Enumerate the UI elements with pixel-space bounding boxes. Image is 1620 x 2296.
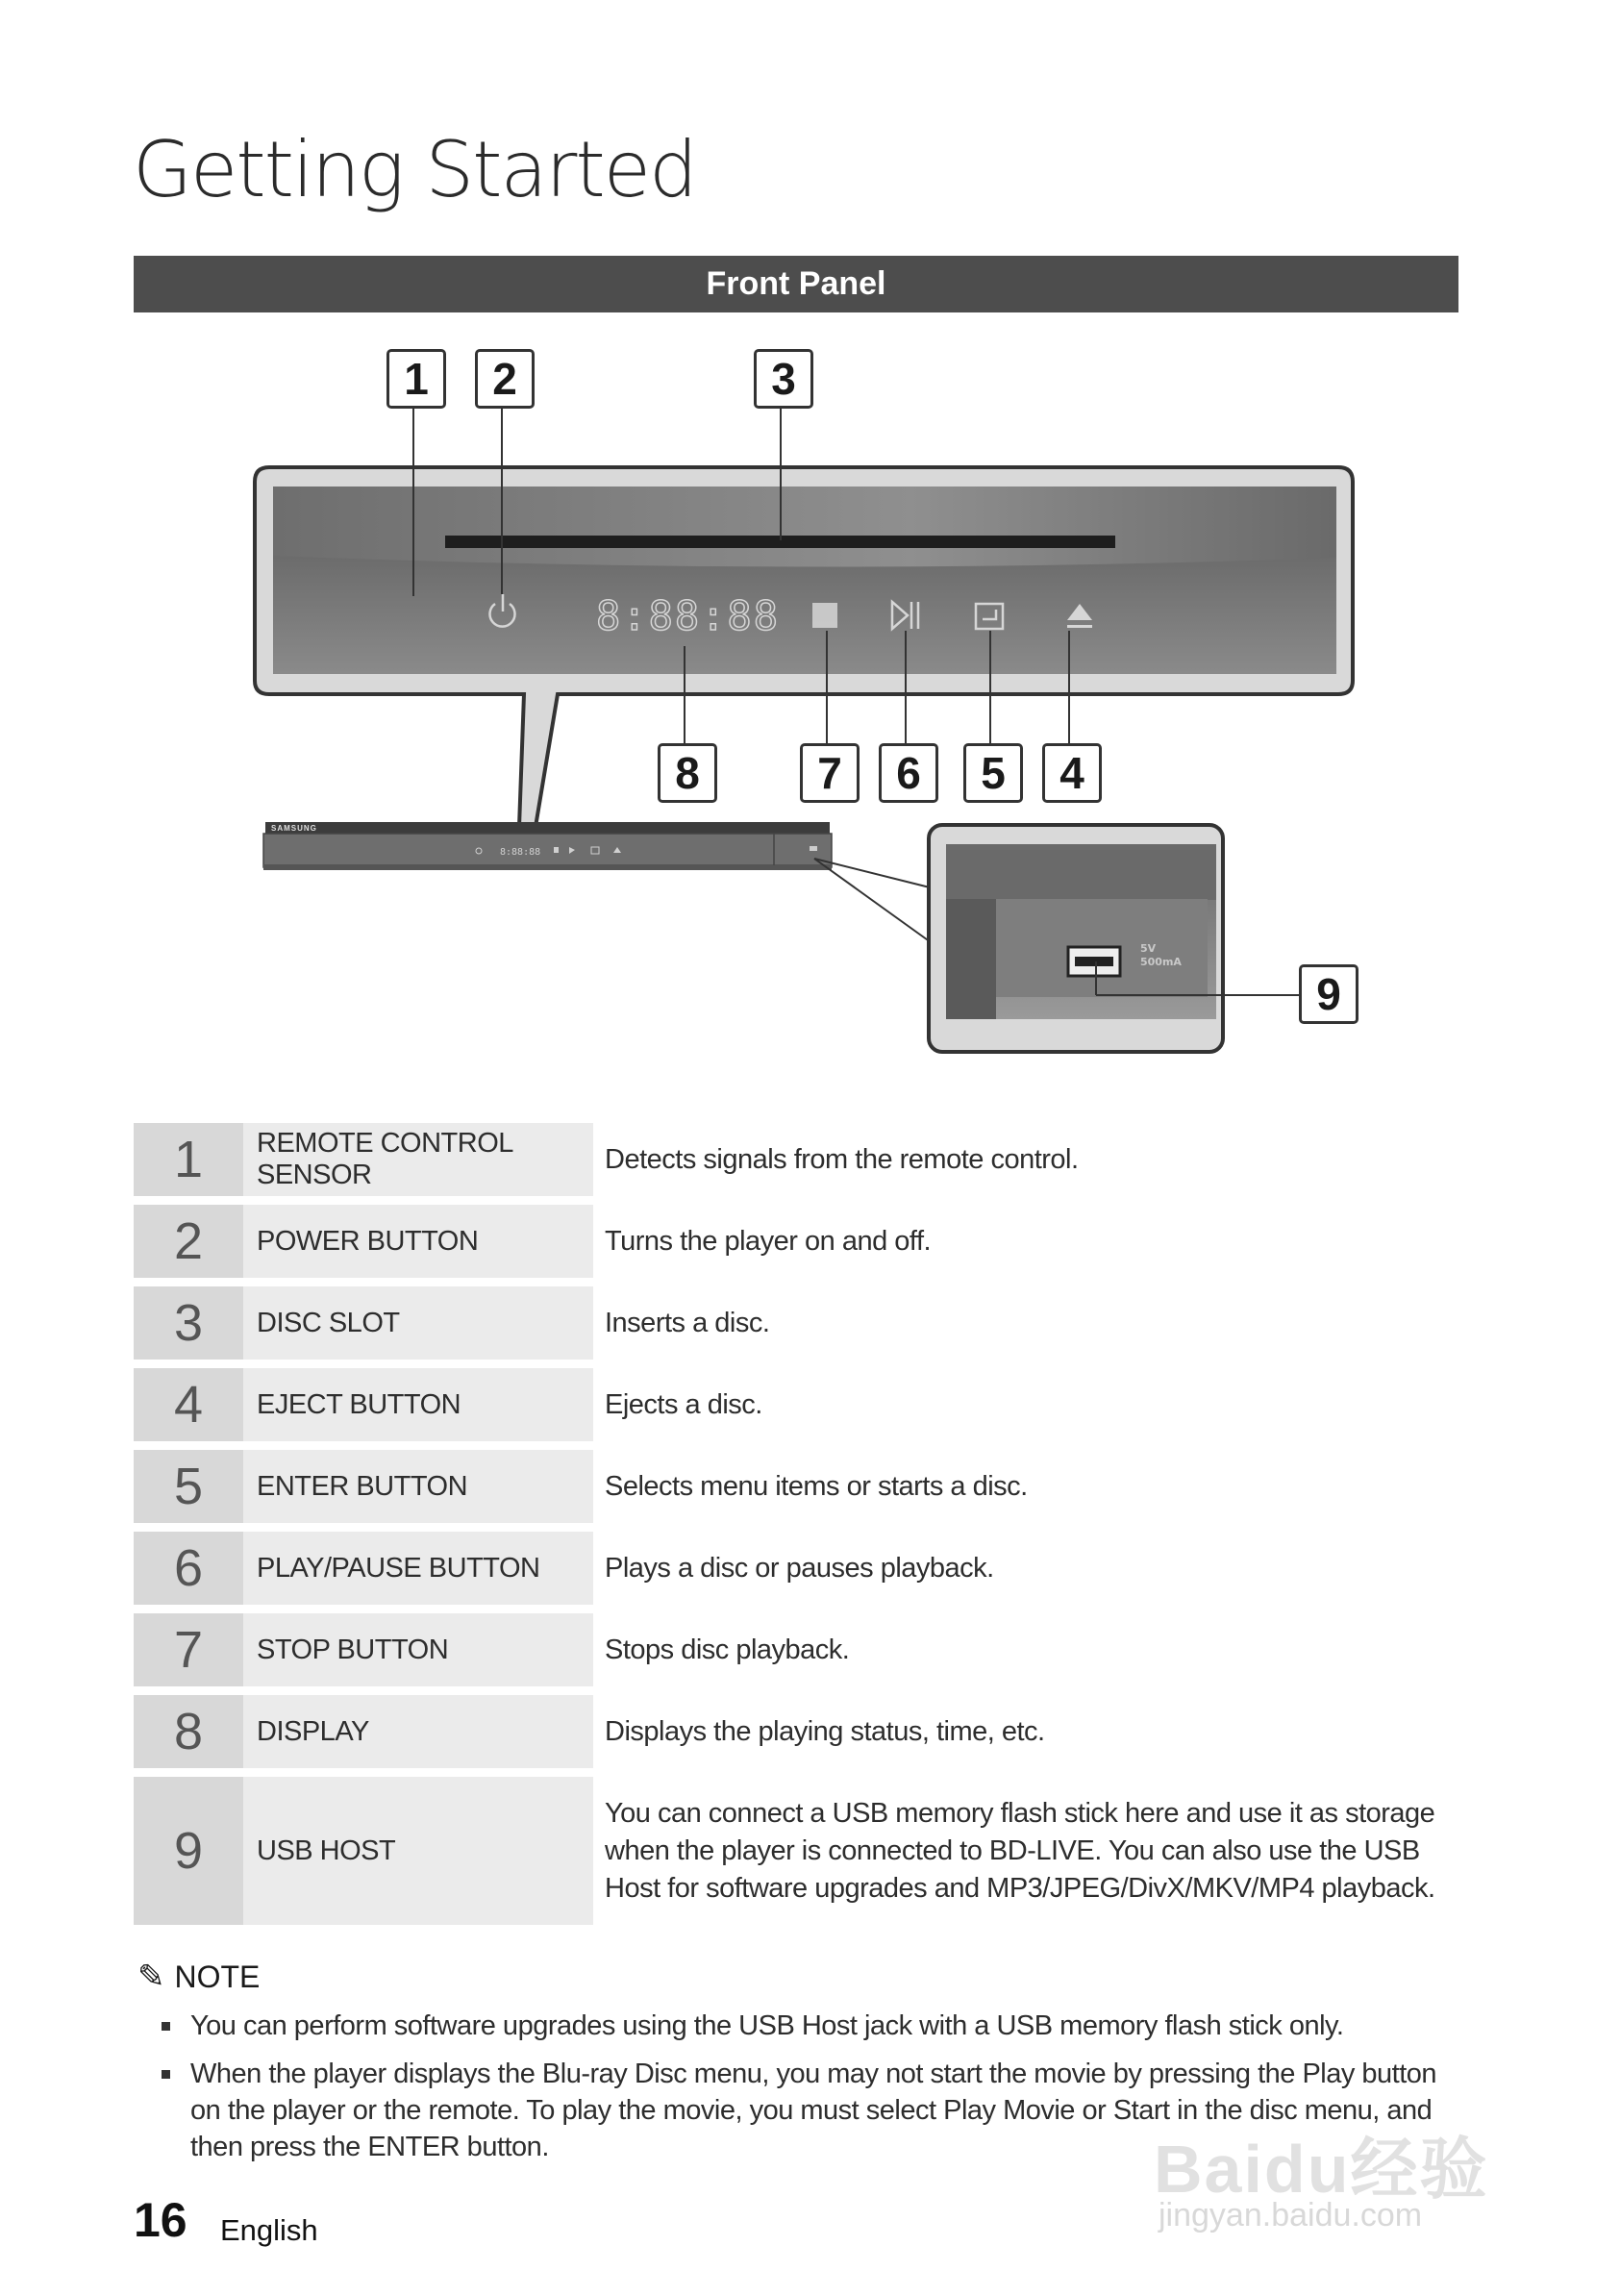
row-number: 2 [134,1205,243,1278]
row-number: 5 [134,1450,243,1523]
row-number: 8 [134,1695,243,1768]
watermark-logo: Baidu经验 [1154,2132,1489,2207]
note-item: You can perform software upgrades using the USB Host jack with a USB memory flash stick only. [190,2008,1469,2044]
callout-2: 2 [475,349,535,409]
row-number: 1 [134,1123,243,1196]
watermark-url: jingyan.baidu.com [1159,2197,1423,2234]
table-row [134,1613,1458,1686]
row-name: DISC SLOT [243,1286,593,1360]
callout-6: 6 [879,743,938,803]
row-number: 6 [134,1532,243,1605]
callout-9: 9 [1299,964,1358,1024]
row-number: 9 [134,1777,243,1925]
table-row [134,1532,1458,1605]
usb-current-label: 500mA [1140,956,1182,968]
table-row [134,1286,1458,1360]
display-segment-text: 8:88:88 [596,592,781,639]
row-name: POWER BUTTON [243,1205,593,1278]
usb-closeup [814,825,1303,1052]
row-description: Stops disc playback. [593,1613,1458,1686]
table-row [134,1777,1458,1925]
row-number: 3 [134,1286,243,1360]
front-panel-diagram [0,0,1620,1096]
page-number: 16 [134,2193,187,2247]
stop-icon [812,603,837,628]
callout-4: 4 [1042,743,1102,803]
callout-1: 1 [386,349,446,409]
row-name: USB HOST [243,1777,593,1925]
callout-5: 5 [963,743,1023,803]
section-header: Front Panel [134,256,1458,312]
row-number: 4 [134,1368,243,1441]
table-row [134,1205,1458,1278]
callout-7: 7 [800,743,860,803]
table-row [134,1450,1458,1523]
mini-display: 8:88:88 [500,847,541,858]
row-description: You can connect a USB memory flash stick here and use it as storage when the player is connected to BD-LIVE. You can also use the USB Host for software upgrades and MP3/JPEG/DivX/MKV/MP4 playback. [593,1777,1458,1925]
note-item: When the player displays the Blu-ray Disc menu, you may not start the movie by pressing the Play button on the player or the remote. To play the movie, you must select Play Movie or Start in the disc menu, and then press the ENTER button. [190,2056,1469,2165]
page-title: Getting Started [133,125,696,214]
row-name: ENTER BUTTON [243,1450,593,1523]
note-heading [137,1958,260,1996]
pencil-icon: ✎ [137,1959,165,1995]
player-body [263,822,832,870]
row-name: STOP BUTTON [243,1613,593,1686]
row-description: Detects signals from the remote control. [593,1123,1458,1196]
row-number: 7 [134,1613,243,1686]
row-name: PLAY/PAUSE BUTTON [243,1532,593,1605]
brand-logo: SAMSUNG [271,824,317,833]
row-description: Displays the playing status, time, etc. [593,1695,1458,1768]
page-language: English [220,2213,318,2247]
note-title: NOTE [174,1959,261,1994]
row-description: Ejects a disc. [593,1368,1458,1441]
spec-table [134,1123,1458,1934]
row-description: Turns the player on and off. [593,1205,1458,1278]
callout-8: 8 [658,743,717,803]
row-description: Selects menu items or starts a disc. [593,1450,1458,1523]
callout-3: 3 [754,349,813,409]
usb-voltage-label: 5V [1140,942,1157,955]
row-name: REMOTE CONTROL SENSOR [243,1123,593,1196]
row-name: DISPLAY [243,1695,593,1768]
row-description: Inserts a disc. [593,1286,1458,1360]
table-row [134,1368,1458,1441]
row-description: Plays a disc or pauses playback. [593,1532,1458,1605]
table-row [134,1695,1458,1768]
row-name: EJECT BUTTON [243,1368,593,1441]
table-row [134,1123,1458,1196]
